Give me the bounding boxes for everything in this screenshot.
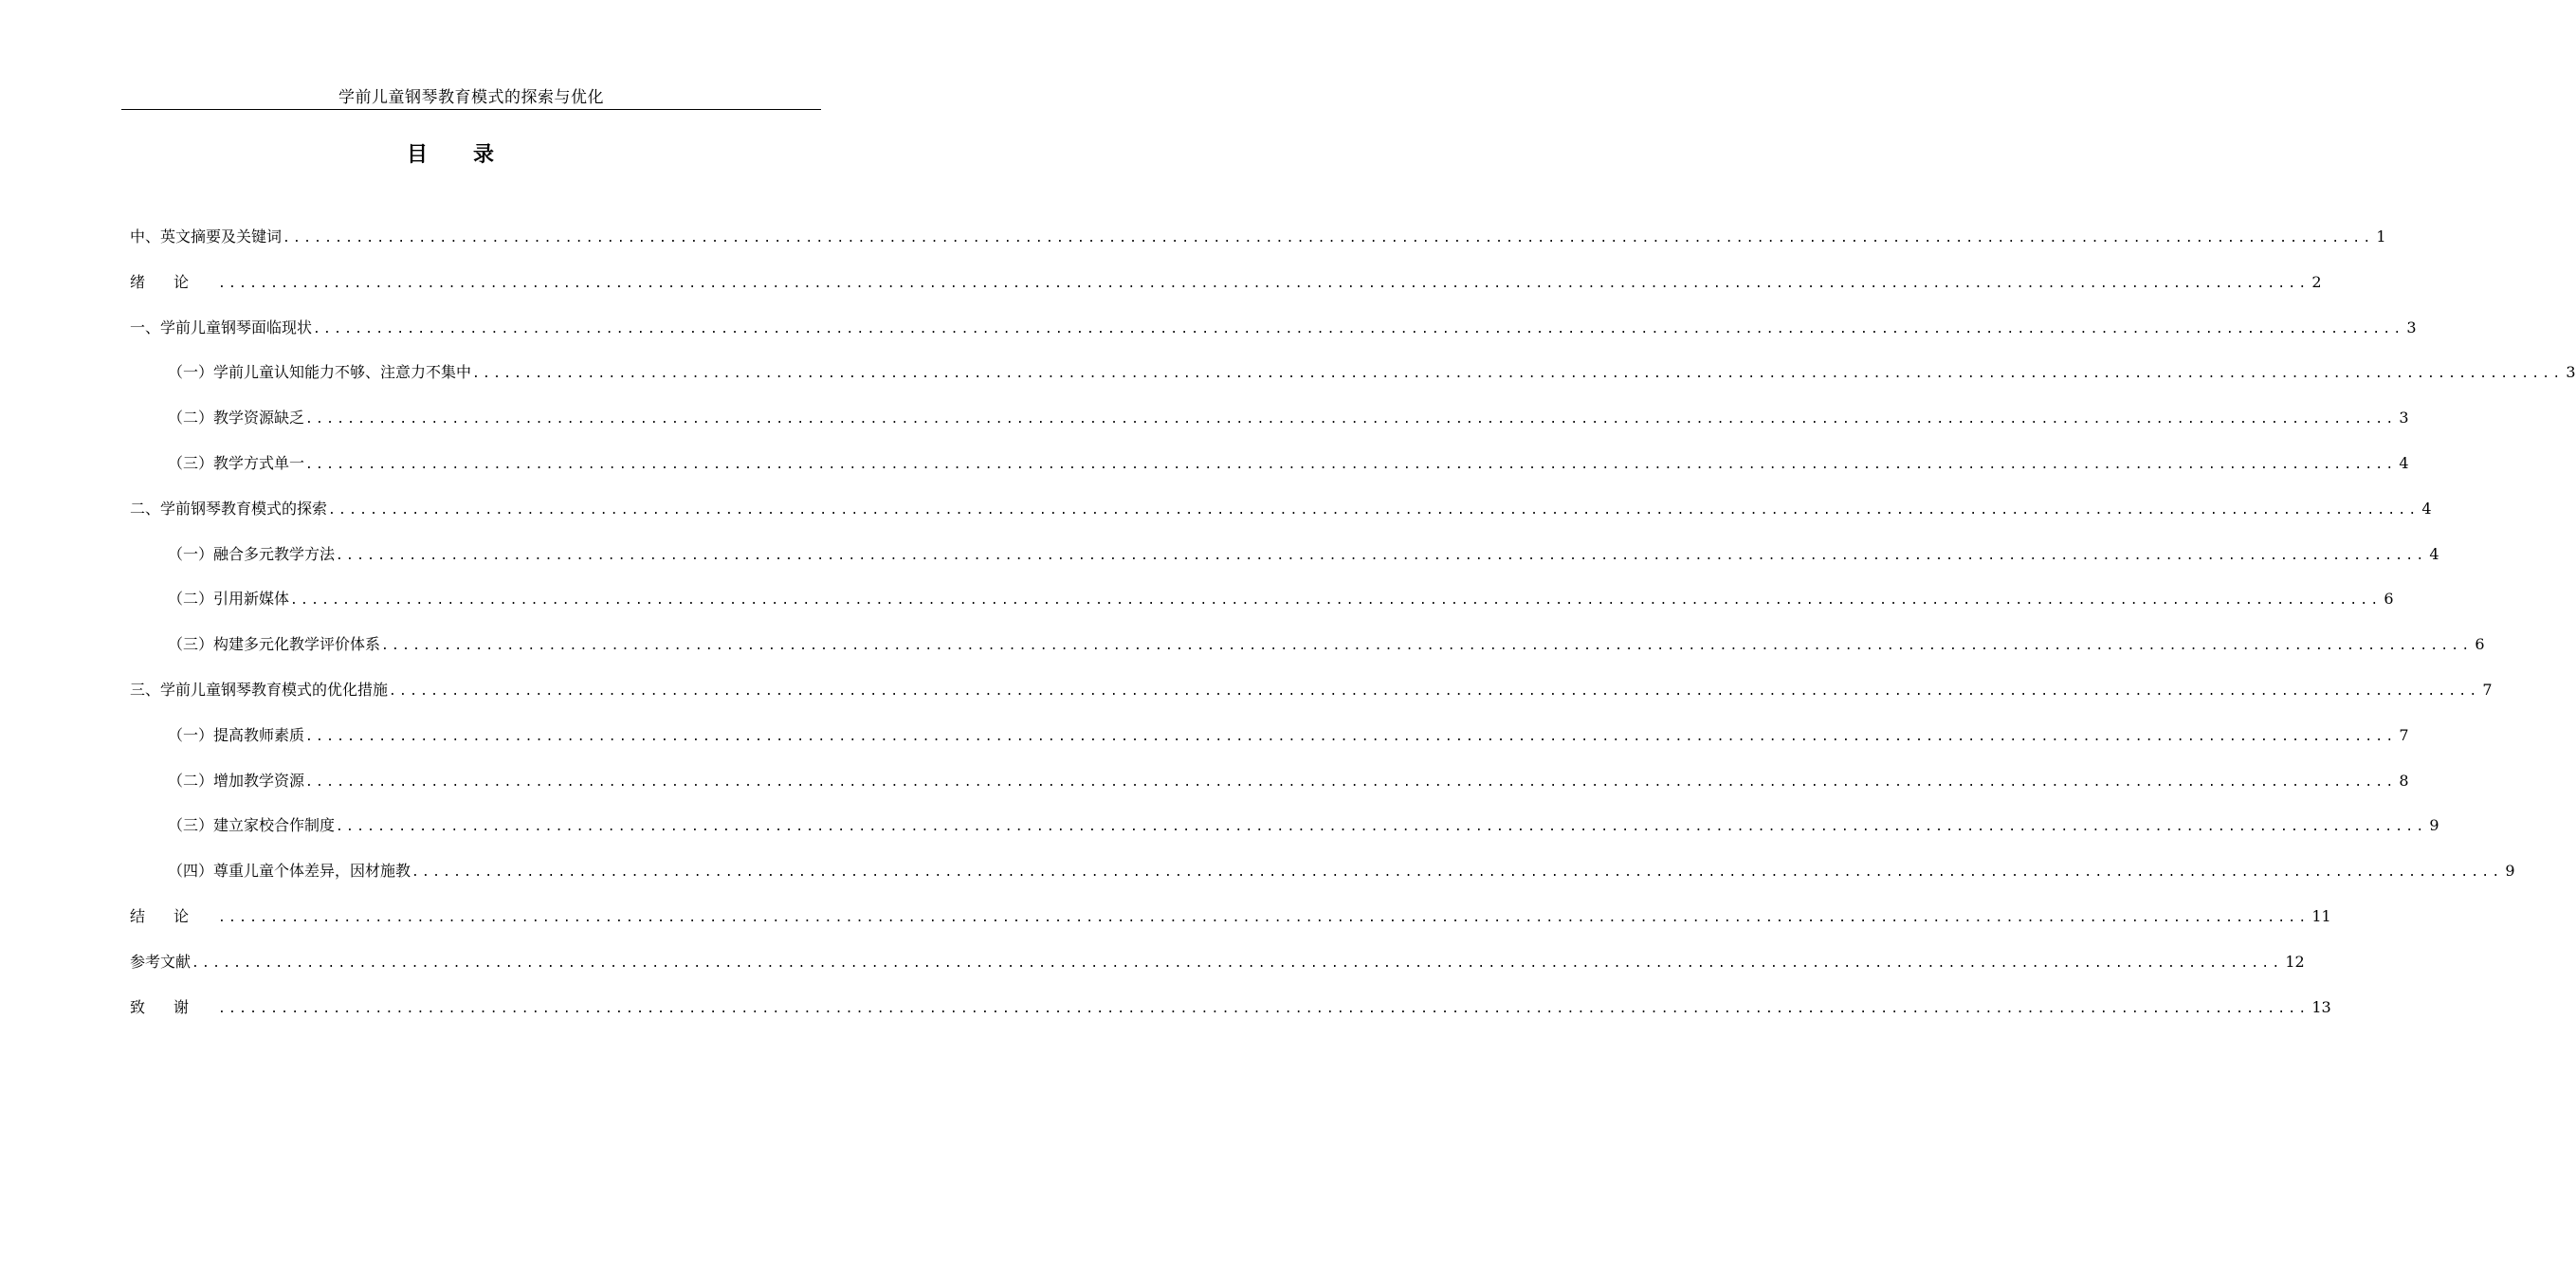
toc-entry[interactable] [130, 679, 2493, 701]
toc-entry-label: 教学方式单一 [213, 454, 305, 472]
toc-page-number: 1 [2376, 228, 2386, 246]
toc-entry-number: （四） [168, 862, 214, 880]
toc-leader-dots: ........................................................................................................................................................................................................ [283, 231, 2374, 246]
toc-page-number: 3 [2406, 318, 2417, 337]
toc-leader-dots: ........................................................................................................................................................................................................ [411, 865, 2503, 880]
toc-leader-dots: ........................................................................................................................................................................................................ [305, 730, 2397, 744]
toc-entry[interactable] [130, 905, 2331, 928]
toc-entry-number: 二、 [130, 500, 161, 518]
toc-entry[interactable] [168, 814, 2439, 837]
toc-leader-dots: ........................................................................................................................................................................................................ [305, 412, 2397, 427]
toc-page-number: 9 [2429, 816, 2439, 834]
toc-page-number: 8 [2399, 772, 2409, 790]
toc-leader-dots: ........................................................................................................................................................................................................ [336, 549, 2427, 563]
toc-leader-dots: ........................................................................................................................................................................................................ [336, 820, 2427, 834]
toc-leader-dots: ........................................................................................................................................................................................................ [381, 639, 2473, 653]
running-header: 学前儿童钢琴教育模式的探索与优化 [338, 88, 604, 107]
toc-entry[interactable] [168, 543, 2439, 566]
toc-entry-number: （一） [168, 545, 214, 563]
toc-title-char-1: 目 [406, 142, 428, 167]
toc-entry-label: 学前儿童钢琴面临现状 [160, 318, 313, 337]
toc-entry-number: （一） [168, 726, 214, 744]
toc-entry[interactable] [130, 996, 2331, 1019]
toc-entry[interactable] [168, 452, 2409, 475]
toc-page-number: 9 [2505, 862, 2515, 880]
toc-entry-label: 增加教学资源 [213, 772, 305, 790]
toc-entry-label: 融合多元教学方法 [213, 545, 336, 563]
toc-entry-label: 学前钢琴教育模式的探索 [160, 500, 328, 518]
toc-leader-dots: ........................................................................................................................................................................................................ [192, 956, 2283, 971]
toc-entry-label: 引用新媒体 [213, 590, 290, 608]
toc-leader-dots: ........................................................................................................................................................................................................ [389, 684, 2480, 699]
toc-page-number: 2 [2311, 273, 2322, 291]
toc-entry[interactable] [130, 271, 2322, 294]
toc-page-number: 3 [2399, 409, 2409, 427]
toc-entry[interactable] [130, 226, 2386, 248]
toc-entry-label: 教学资源缺乏 [213, 409, 305, 427]
toc-leader-dots: ........................................................................................................................................................................................................ [218, 1002, 2310, 1016]
toc-entry-number: 一、 [130, 318, 161, 337]
toc-entry-label: 学前儿童认知能力不够、注意力不集中 [213, 363, 472, 381]
toc-page-number: 12 [2285, 953, 2305, 971]
toc-entry-number: （二） [168, 409, 214, 427]
toc-leader-dots: ........................................................................................................................................................................................................ [218, 911, 2310, 925]
toc-entry-number: （三） [168, 454, 214, 472]
toc-page-number: 7 [2482, 681, 2493, 699]
toc-entry[interactable] [168, 588, 2394, 610]
toc-leader-dots: ........................................................................................................................................................................................................ [305, 775, 2397, 790]
toc-entry-number: 三、 [130, 681, 161, 699]
toc-page-number: 3 [2566, 363, 2576, 381]
toc-entry-number: （二） [168, 590, 214, 608]
toc-entry-label: 学前儿童钢琴教育模式的优化措施 [160, 681, 389, 699]
toc-entry[interactable] [168, 770, 2409, 792]
header-rule [121, 109, 821, 110]
toc-entry-number: （三） [168, 635, 214, 653]
toc-entry-number: （二） [168, 772, 214, 790]
toc-entry-label: 结论 [130, 907, 218, 925]
toc-page-number: 11 [2311, 907, 2331, 925]
toc-page-number: 4 [2421, 500, 2432, 518]
toc-entry-number: （一） [168, 363, 214, 381]
toc-entry[interactable] [168, 633, 2485, 656]
toc-entry[interactable] [168, 860, 2515, 883]
toc-leader-dots: ........................................................................................................................................................................................................ [313, 322, 2404, 337]
toc-page-number: 6 [2475, 635, 2485, 653]
toc-entry[interactable] [168, 407, 2409, 429]
toc-entry[interactable] [130, 951, 2305, 974]
toc-entry[interactable] [130, 498, 2432, 520]
toc-entry-label: 提高教师素质 [213, 726, 305, 744]
toc-title-char-2: 录 [473, 142, 495, 167]
toc-entry[interactable] [168, 724, 2409, 747]
toc-page-number: 4 [2429, 545, 2439, 563]
toc-entry-number: （三） [168, 816, 214, 834]
toc-entry-label: 中、英文摘要及关键词 [130, 228, 283, 246]
toc-leader-dots: ........................................................................................................................................................................................................ [472, 367, 2564, 381]
toc-page-number: 6 [2384, 590, 2394, 608]
toc-leader-dots: ........................................................................................................................................................................................................ [305, 458, 2397, 472]
toc-leader-dots: ........................................................................................................................................................................................................ [290, 593, 2382, 608]
toc-page-number: 7 [2399, 726, 2409, 744]
toc-entry-label: 致谢 [130, 998, 218, 1016]
toc-leader-dots: ........................................................................................................................................................................................................ [328, 503, 2420, 518]
toc-title [0, 140, 901, 169]
toc-entry-label: 尊重儿童个体差异，因材施教 [213, 862, 411, 880]
toc-leader-dots: ........................................................................................................................................................................................................ [218, 277, 2310, 291]
toc-entry[interactable] [130, 317, 2417, 339]
toc-page-number: 4 [2399, 454, 2409, 472]
toc-entry-label: 参考文献 [130, 953, 192, 971]
toc-page-number: 13 [2311, 998, 2331, 1016]
toc-entry-label: 绪论 [130, 273, 218, 291]
toc-entry-label: 建立家校合作制度 [213, 816, 336, 834]
toc-entry-label: 构建多元化教学评价体系 [213, 635, 381, 653]
toc-entry[interactable] [168, 361, 2576, 384]
